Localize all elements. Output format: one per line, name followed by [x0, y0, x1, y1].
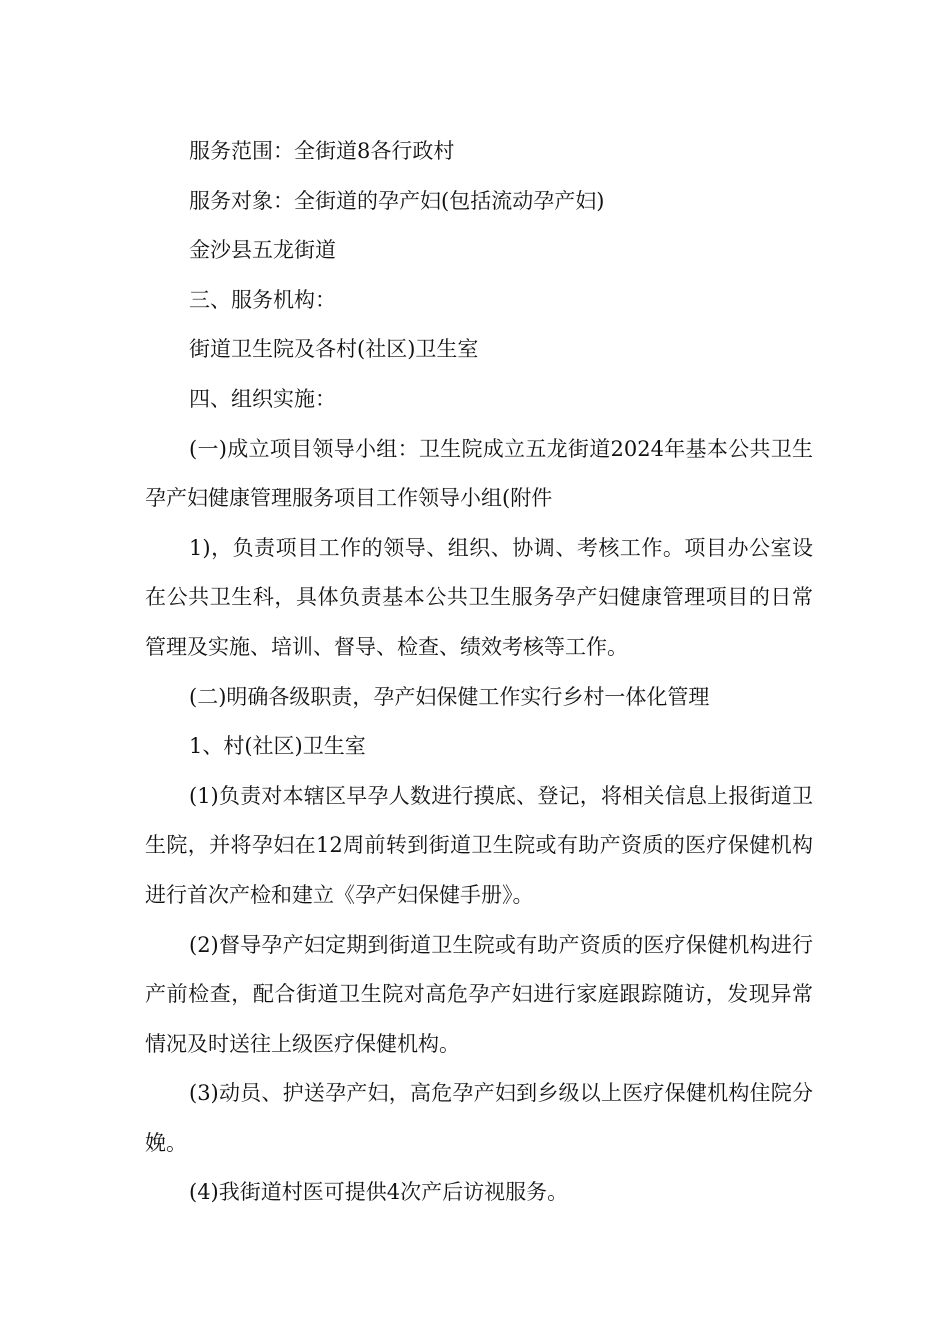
list-item-3: (3)动员、护送孕产妇，高危孕产妇到乡级以上医疗保健机构住院分娩。 [145, 1081, 813, 1155]
subheading-village-clinic: 1、村(社区)卫生室 [189, 734, 366, 759]
paragraph-responsibilities: (二)明确各级职责，孕产妇保健工作实行乡村一体化管理 [189, 684, 710, 709]
paragraph-location: 金沙县五龙街道 [189, 238, 336, 263]
paragraph-institutions: 街道卫生院及各村(社区)卫生室 [189, 337, 479, 362]
list-item-2: (2)督导孕产妇定期到街道卫生院或有助产资质的医疗保健机构进行产前检查，配合街道卫生院对高危孕产妇进行家庭跟踪随访，发现异常情况及时送往上级医疗保健机构。 [145, 932, 813, 1056]
paragraph-service-target: 服务对象：全街道的孕产妇(包括流动孕产妇) [189, 188, 605, 213]
paragraph-leadership-group: (一)成立项目领导小组：卫生院成立五龙街道2024年基本公共卫生孕产妇健康管理服务项目工作领导小组(附件 [145, 436, 813, 511]
list-item-4: (4)我街道村医可提供4次产后访视服务。 [189, 1180, 569, 1205]
section-heading-implementation: 四、组织实施： [189, 386, 336, 411]
document-body [145, 127, 813, 1218]
paragraph-leadership-duties: 1)，负责项目工作的领导、组织、协调、考核工作。项目办公室设在公共卫生科，具体负责基本公共卫生服务孕产妇健康管理项目的日常管理及实施、培训、督导、检查、绩效考核等工作。 [145, 535, 813, 659]
paragraph-service-scope: 服务范围：全街道8各行政村 [189, 139, 455, 163]
section-heading-service-institution: 三、服务机构： [189, 287, 336, 312]
list-item-1: (1)负责对本辖区早孕人数进行摸底、登记，将相关信息上报街道卫生院，并将孕妇在12周前转到街道卫生院或有助产资质的医疗保健机构进行首次产检和建立《孕产妇保健手册》。 [145, 783, 813, 907]
